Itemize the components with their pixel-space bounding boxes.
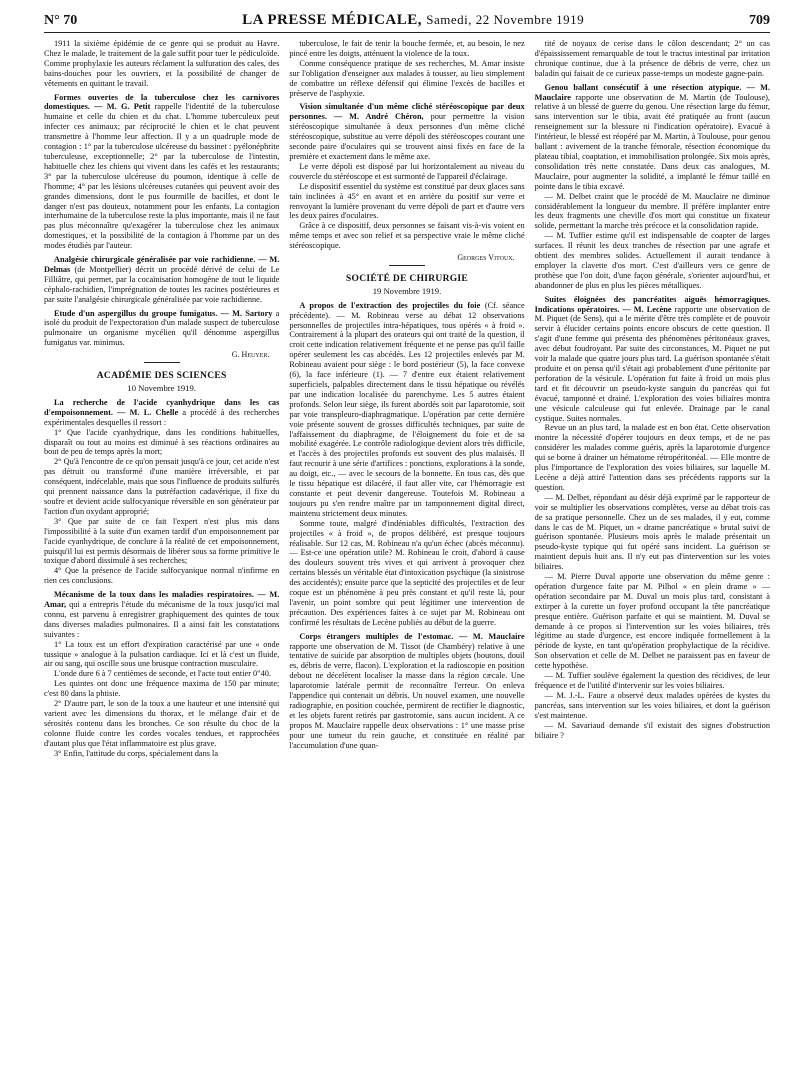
section-date: 19 Novembre 1919. — [372, 285, 442, 296]
section-heading: SOCIÉTÉ DE CHIRURGIE — [345, 273, 469, 284]
article-title: Formes ouvertes de la tuberculose chez les carnivores domestiques. — M. G. Petit — [44, 92, 280, 112]
article — [289, 301, 524, 519]
article-title: Mécanisme de la toux dans les maladies respiratoires. — M. Amar, — [44, 590, 280, 610]
paragraph: 2° D'autre part, le son de la toux a une hauteur et une intensité qui varient avec les dimensions du thorax, et le mélange d'air et de sérosités contenu dans les bronches. Ce son résulte du choc de la colonne fluide contre les cordes vocales tendues, et rapprochées d'autant plus que l'état inflammatoire est plus grave. — [44, 699, 280, 748]
paragraph: Le verre dépoli est disposé par lui horizontalement au niveau du couvercle du stéréoscope et est surmonté de l'appareil d'éclairage. — [289, 161, 525, 181]
article-title: Analgésie chirurgicale généralisée par voie rachidienne. — M. Delmas — [44, 255, 280, 274]
article-title: La recherche de l'acide cyanhydrique dans les cas d'empoisonnement. — M. L. Chelle — [44, 397, 280, 417]
page-header — [44, 12, 770, 33]
article-title: Etude d'un aspergillus du groupe fumigatus. — M. Sartory — [54, 308, 273, 318]
article-title: Vision simultanée d'un même cliché stéréoscopique par deux personnes. — M. André Chéron, — [289, 102, 525, 122]
paragraph: 2° Qu'à l'encontre de ce qu'on pensait jusqu'à ce jour, cet acide n'est pas détruit ou transformé d'une manière irréversible, et par conséquent, indécelable, mais que sous l'influence de produits sulfurés qui prennent naissance dans la putréfaction cadavérique, il fixe du soufre et devient acide sulfocyanique réversible en son générateur par l'action d'un oxydant approprié; — [44, 457, 280, 516]
article-text: rapporte une observation de M. Piquet (de Sens), qui a le mérite d'être très complète et de pouvoir servir à élucider certains points encore obscurs de cette question. Il s'agit d'une femme qui présenta des phénomènes péritonéaux graves, avec début foudroyant. Par suite des circonstances, M. Piquet ne put voir la malade que quatre jours plus tard. La guérison spontanée s'était produite et on pensa qu'il s'était agi probablement d'une péritonite par perforation de la vésicule. L'opération fut faite à froid un mois plus tard et fit découvrir un pseudo-kyste sanguin du pancréas qui fut évacué, tamponné et drainé. L'exploration des voies biliaires montra une vésicule calculeuse qui fut enlevée. Drainage par le canal cystique. Suites normales. — [534, 304, 770, 423]
article-title: Genou ballant consécutif à une résection atypique. — M. Mauclaire — [534, 82, 770, 102]
issue-number: N° 70 — [44, 13, 78, 28]
article — [535, 83, 770, 192]
article — [44, 590, 279, 640]
article-text: rappelle l'identité de la tuberculose humaine et celle du chien et du chat. L'homme tuberculeux peut infecter ces animaux; par réciprocité le chien et le chat peuvent transmettre à l'homme leur affection. Il y a un quadruple mode de contagion : 1° par la tuberculose ulcéreuse du bassinet : pyélonéphrite tuberculeuse, exceptionnelle; 2° par la tuberculose de l'intestin, habituelle chez les chiens qui vivent dans les cafés et les restaurants; 3° par la tuberculose ulcéreuse du poumon, identique à celle de l'homme; 4° par les lésions ulcéreuses cutanées qui peuvent avoir des grandes dimensions, dont le pus fourmille de bacilles, et dont le danger n'est pas douteux, notamment pour les enfants. La contagion interhumaine de la tuberculose reste la plus importante, mais il ne faut pas plus méconnaître qu'exagérer la tuberculose chez les animaux domestiques, et la possibilité de la contagion à l'homme par un des modes étudiés par l'auteur. — [44, 102, 280, 251]
article — [289, 102, 524, 161]
article-title: Suites éloignées des pancréatites aiguës hémorragiques. Indications opératoires. — M. Lecène — [534, 294, 770, 314]
divider — [389, 265, 425, 266]
section-date: 10 Novembre 1919. — [127, 383, 196, 393]
article-title: A propos de l'extraction des projectiles du foie — [299, 300, 481, 310]
signature: Georges Vitoux. — [457, 253, 515, 263]
section-heading: ACADÉMIE DES SCIENCES — [96, 371, 227, 382]
article-text: rapporte une observation de M. Tissot (de Chambéry) relative à une tentative de suicide par absorption de multiples objets (boutons, douil es, débris de verre, flacon). L'exploration et la radioscopie en position debout ne décelèrent localiser la masse dans la région cæcale. Une laparotomie latérale permit de reconnaître l'erreur. On enleva l'appendice qui contenait un débris. Un nouvel examen, une nouvelle radiographie, en position couchée, permirent de rectifier le diagnostic, et les objets furent retirés par gastrotomie, sans aucun incident. A ce propos M. Mauclaire rappelle deux observations : 1° une masse prise pour une tumeur du rein gauche, et constituée en réalité par l'accumulation d'une quan- — [289, 641, 525, 750]
page-number: 709 — [749, 13, 770, 28]
paragraph: Comme conséquence pratique de ses recherches, M. Amar insiste sur l'obligation d'enseigner aux malades à tousser, au lieu simplement de combattre un réflexe défensif qui élimine l'excès de bacilles et préserve de l'asphyxie. — [289, 58, 525, 98]
article — [44, 93, 279, 252]
issue-date: Samedi, 22 Novembre 1919 — [426, 12, 585, 27]
paragraph: — M. Pierre Duval apporte une observation du même genre : opération d'urgence faite par M. Pilhol « en plein drame » — opération secondaire par M. Duval un mois plus tard, consistant à extirper à la curette un foyer profond occupant la tête pancréatique presque entière. Guérison parfaite et qui se maintient. M. Duval se demande à ce propos si l'intervention sur les voies biliaires, très légitime au stade d'urgence, est encore indiquée formellement à la période de kyste, en tant qu'opération prophylactique de la récidive. Son observation et celle de M. Delbet ne paraissent pas en faveur de cette hypothèse. — [534, 572, 770, 671]
article-text: a procédé à des recherches expérimentales desquelles il ressort : — [44, 407, 280, 427]
paragraph: — M. Tuffier estime qu'il est indispensable de coapter de larges surfaces. Il réunit les deux tranches de résection par une agrafe et obtient des membres solides. Actuellement il aurait tendance à employer la clavette d'os mort. C'est d'ailleurs vers ce genre de prothèse que l'on doit, d'une façon générale, s'orienter aujourd'hui, et abandonner de plus en plus les pièces métalliques. — [534, 231, 770, 290]
paragraph: 3° Que par suite de ce fait l'expert n'est plus mis dans l'impossibilité à la suite d'un examen tardif d'un empoisonnement par l'acide cyanhydrique, de conclure à la réalité de cet empoisonnement, puisqu'il lui est permis désormais de libérer sous sa forme primitive le toxique d'abord dissimulé à ses recherches; — [44, 516, 280, 566]
text-columns — [44, 39, 770, 1074]
journal-name: LA PRESSE MÉDICALE, — [242, 12, 423, 28]
journal-title — [242, 12, 584, 29]
paragraph: Grâce à ce dispositif, deux personnes se faisant vis-à-vis voient en même temps et avec son relief et sa perspective vraie le même cliché stéréoscopique. — [289, 221, 525, 251]
divider — [144, 362, 180, 363]
article-text: qui a entrepris l'étude du mécanisme de la toux jusqu'ici mal connu, est parvenu à enregistrer graphiquement des quintes de toux dans diverses maladies pulmonaires. Il a ainsi fait les constatations suivantes : — [44, 600, 280, 639]
article-text: (de Montpellier) décrit un procédé dérivé de celui de Le Filliâtre, qui permet, par la cocaïnisation homogène de tout le liquide céphalo-rachidien, l'imprégnation de toutes les racines postérieures et par suite l'analgésie chirurgicale généralisée par voie rachidienne. — [44, 264, 280, 304]
article — [44, 309, 279, 349]
article-text: rapporte une observation de M. Martin (de Toulouse), relative à un blessé de guerre du genou. Une résection large du fémur, sans intervention sur le tibia, avait été pratiquée au front (aucun renseignement sur la blessure ni l'indication opératoire). Evacué à l'intérieur, le blessé est réopéré par M. Martin, à Toulouse, pour genou ballant : avivement de la tranche fémorale, résection économique du plateau tibial, coaptation, et immobilisation prolongée. Six mois après, consolidation très nette constatée. Dans deux cas analogues, M. Mauclaire, pour augmenter la solidité, a implanté le fémur taillé en pointe dans le tibia excavé. — [534, 92, 770, 191]
paragraph: Revue un an plus tard, la malade est en bon état. Cette observation montre la nécessité d'opérer toujours en deux temps, et de ne pas considérer les malades comme guéris, après la laparotomie d'urgence qui se borne à drainer un hématome rétropéritonéal. — Elle montre de plus l'importance de l'exploration des voies biliaires, sur laquelle M. Lecène a déjà attiré l'attention dans ses précédents rapports sur la question. — [534, 423, 770, 492]
signature: G. Heuyer. — [231, 350, 270, 360]
paragraph: — M. Savariaud demande s'il existait des signes d'obstruction biliaire ? — [534, 720, 770, 740]
paragraph: 4° Que la présence de l'acide sulfocyanique normal n'infirme en rien ces conclusions. — [44, 566, 280, 586]
paragraph: — M. Tuffier soulève également la question des récidives, de leur fréquence et de l'utilité d'intervenir sur les voies biliaires. — [534, 671, 770, 690]
article — [44, 255, 279, 305]
article — [289, 632, 524, 751]
paragraph: — M. Delbet, répondant au désir déjà exprimé par le rapporteur de voir se multiplier les observations complètes, verse au débat trois cas de sa pratique personnelle. Chez un de ses malades, il y eut, comme dans le cas de M. Piquet, un « drame pancréatique » brutal suivi de guérison spontanée. Plusieurs mois après le malade présentait un pseudo-kyste typique qui fut opéré sans incident. La guérison se maintient depuis huit ans. Il n'y eut pas d'intervention sur les voies biliaires. — [534, 492, 770, 572]
article-text: pour permettre la vision stéréoscopique simultanée à deux personnes d'un même cliché stéréoscopique, substitue au verre dépoli des stéréoscopes courant une seconde paire d'oculaires qui se trouvent ainsi fixés en face de la première et exactement dans le même axe. — [289, 112, 525, 161]
paragraph: L'onde dure 6 à 7 centièmes de seconde, et l'acte tout entier 0"40. — [54, 669, 271, 679]
column-2 — [289, 39, 524, 1074]
column-1 — [44, 39, 279, 1074]
paragraph: 1911 la sixième épidémie de ce genre qui se produit au Havre. Chez le malade, le traitement de la gale suffit pour tuer le pédiculoïde. Comme prophylaxie les auteurs réclament la sulfuration des cales, des bains-douches pour les ouvriers, et la possibilité de changer de vêtements en quittant le travail. — [44, 39, 280, 88]
paragraph: — M. Delbet craint que le procédé de M. Mauclaire ne diminue considérablement la longueur du membre. Il préfère implanter entre les deux fragments une cheville d'os mort qui constitue un fixateur solide, permettant la marche très précoce et la consolidation rapide. — [534, 191, 770, 231]
article-text: (Cf. séance précédente). — M. Robineau verse au débat 12 observations personnelles de projectiles intra-hépatiques, tous opérés « à froid ». Contrairement à la plupart des orateurs qui ont traité de la question, il croit cette indication relativement fréquente et ne pense pas qu'il faille opérer seulement les cas abcédés. Les 12 projectiles enlevés par M. Robineau avaient pour siège : le bord postérieur (5), la face convexe (6), la face inférieure (1). — 7 d'entre eux étaient relativement superficiels, palpables directement dans le tissu hépatique ou révélés par une indication localisée du parenchyme. Les 5 autres étaient profonds. Selon leur siège, ils furent abordés soit par laparotomie, soit par voie transpleuro-diaphragmatique. L'opération par cette dernière voie présente souvent de grosses difficultés techniques, par suite de l'affaissement du diaphragme, de l'éloignement du foie et de sa mobilité exagérée. Le contrôle radiologique devient alors très difficile, et l'accès à des projectiles profonds est souvent des plus malaisés. Il faut recourir à une série d'artifices : ponctions, explorations à la sonde, au doigt, etc., — avec le secours de la bonnette. En tous cas, dès que le tissu hépatique est dilacéré, il faut aller vite, car l'hémorragie est constante et peut devenir dangereuse. Toutefois M. Robineau a toujours pu s'en rendre maître par un tamponnement digital direct, maintenu strictement deux minutes. — [289, 300, 525, 518]
paragraph: tité de noyaux de cerise dans le côlon descendant; 2° un cas d'épaississement remarquable de tout le tractus intestinal par irritation chronique continue, due à la présence de débris de verre, chez un baladin qui faisait de ce curieux passe-temps un modeste gagne-pain. — [534, 39, 770, 78]
paragraph: 1° La toux est un effort d'expiration caractérisé par une « onde tussique » analogue à la pulsation cardiaque. Ici et là c'est un fluide, air ou sang, qui oscille sous une brusque contraction musculaire. — [44, 639, 280, 669]
paragraph: — M. J.-L. Faure a observé deux malades opérées de kystes du pancréas, sans intervention sur les voies biliaires, et dont la guérison s'est maintenue. — [534, 690, 770, 720]
column-3 — [535, 39, 770, 1074]
paragraph: 3° Enfin, l'attitude du corps, spécialement dans la — [54, 748, 219, 758]
article — [44, 398, 279, 428]
paragraph: Le dispositif essentiel du système est constitué par deux glaces sans tain inclinées à 45° en avant et en arrière du positif sur verre et renvoyant la lumière provenant du verre dépoli de part et d'autre vers les deux paires d'oculaires. — [289, 181, 525, 221]
article-text: a isolé du produit de l'expectoration d'un malade suspect de tuberculose pulmonaire un organisme mycélien qu'il dénomme aspergillus fumigatus var. minimus. — [44, 308, 280, 348]
article — [535, 295, 770, 424]
paragraph: Les quintes ont donc une fréquence maxima de 150 par minute; c'est 80 dans la phtisie. — [44, 679, 280, 699]
paragraph: tuberculose, le fait de tenir la bouche fermée, et, au besoin, le nez pincé entre les doigts, atténuent la violence de la toux. — [289, 39, 525, 58]
article-title: Corps étrangers multiples de l'estomac. — M. Mauclaire — [299, 631, 525, 641]
paragraph: Somme toute, malgré d'indéniables difficultés, l'extraction des projectiles « à froid », de propos délibéré, est presque toujours réalisable. Sur 12 cas, M. Robineau n'a qu'un échec (abcès méconnu). — Est-ce une opération utile? M. Robineau le croit, d'abord à cause des douleurs souvent très vives et qui arrivent à provoquer chez certains blessés un véritable état d'intoxication psychique (la sinistrose des accidentés); ensuite parce que la septicité des projectiles et de leur coque est un phénomène à peu près constant et qu'il reste là, pour l'avenir, un point sombre qui peut légitimer une intervention de précaution. Des expériences faites à ce sujet par M. Robineau ont confirmé les résultats de Lecène publiés au début de la guerre. — [289, 518, 525, 627]
paragraph: 1° Que l'acide cyanhydrique, dans les conditions habituelles, disparaît ou tout au moins est diminué à ses réactions ordinaires au bout de peu de temps après la mort; — [44, 427, 280, 457]
